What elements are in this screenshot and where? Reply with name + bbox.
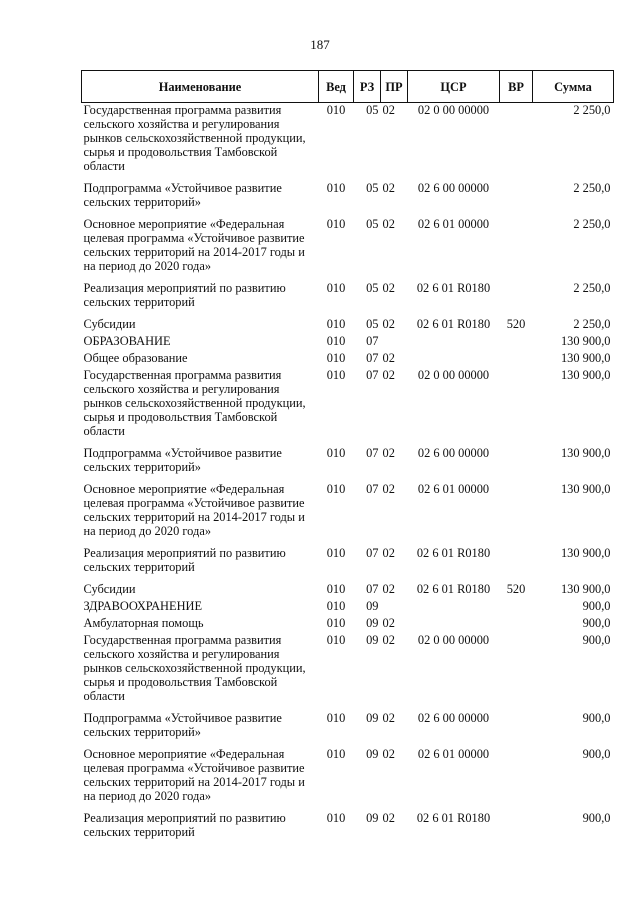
cell-vr xyxy=(500,368,533,446)
cell-csr xyxy=(408,351,500,368)
cell-pr: 02 xyxy=(382,281,395,295)
cell-ved: 010 xyxy=(326,317,346,331)
cell-sum: 900,0 xyxy=(582,599,611,613)
cell-vr xyxy=(500,616,533,633)
cell-csr: 02 6 00 00000 xyxy=(417,446,490,460)
cell-name: Основное мероприятие «Федеральная целевая программа «Устойчивое развитие сельских территорий на 2014-2017 годы и на период до 2020 года» xyxy=(83,482,305,538)
cell-csr: 02 6 01 R0180 xyxy=(416,582,491,596)
cell-name: ОБРАЗОВАНИЕ xyxy=(83,334,171,348)
cell-csr: 02 6 01 R0180 xyxy=(416,317,491,331)
cell-ved: 010 xyxy=(326,368,346,382)
cell-csr: 02 6 00 00000 xyxy=(417,711,490,725)
cell-ved: 010 xyxy=(326,711,346,725)
cell-vr xyxy=(500,217,533,281)
cell-rz: 07 xyxy=(366,482,379,496)
cell-ved: 010 xyxy=(326,616,346,630)
cell-vr xyxy=(500,633,533,711)
cell-sum: 130 900,0 xyxy=(560,546,611,560)
header-csr: ЦСР xyxy=(408,71,500,103)
cell-ved: 010 xyxy=(326,103,346,117)
cell-vr xyxy=(500,446,533,482)
cell-pr xyxy=(381,334,408,351)
cell-ved: 010 xyxy=(326,334,346,348)
cell-name: Подпрограмма «Устойчивое развитие сельских территорий» xyxy=(83,181,282,209)
cell-vr xyxy=(500,811,533,842)
cell-sum: 130 900,0 xyxy=(560,582,611,596)
cell-name: Подпрограмма «Устойчивое развитие сельских территорий» xyxy=(83,711,282,739)
table-row xyxy=(82,546,614,582)
table-row xyxy=(82,217,614,281)
table-row xyxy=(82,616,614,633)
cell-rz: 07 xyxy=(366,351,379,365)
budget-table xyxy=(81,70,614,842)
cell-name: Основное мероприятие «Федеральная целевая программа «Устойчивое развитие сельских территорий на 2014-2017 годы и на период до 2020 года» xyxy=(83,217,305,273)
cell-csr: 02 6 00 00000 xyxy=(417,181,490,195)
cell-rz: 05 xyxy=(366,217,379,231)
cell-rz: 05 xyxy=(366,317,379,331)
cell-ved: 010 xyxy=(326,747,346,761)
cell-rz: 05 xyxy=(366,181,379,195)
table-row xyxy=(82,368,614,446)
cell-sum: 130 900,0 xyxy=(560,482,611,496)
cell-pr: 02 xyxy=(382,811,395,825)
cell-csr: 02 6 01 R0180 xyxy=(416,546,491,560)
cell-pr: 02 xyxy=(382,446,395,460)
cell-vr: 520 xyxy=(506,582,526,596)
cell-name: ЗДРАВООХРАНЕНИЕ xyxy=(83,599,203,613)
cell-name: Государственная программа развития сельского хозяйства и регулирования рынков сельскохозяйственной продукции, сырья и продовольствия Тамбовской области xyxy=(83,368,306,438)
cell-rz: 07 xyxy=(366,334,379,348)
cell-pr: 02 xyxy=(382,317,395,331)
header-vr: ВР xyxy=(500,71,533,103)
table-row xyxy=(82,317,614,334)
cell-pr: 02 xyxy=(382,582,395,596)
page-number: 187 xyxy=(310,37,330,52)
cell-csr xyxy=(408,334,500,351)
cell-ved: 010 xyxy=(326,482,346,496)
header-name: Наименование xyxy=(82,71,319,103)
cell-vr xyxy=(500,281,533,317)
cell-pr: 02 xyxy=(382,351,395,365)
header-ved: Вед xyxy=(319,71,354,103)
cell-csr: 02 0 00 00000 xyxy=(417,103,490,117)
cell-csr: 02 0 00 00000 xyxy=(417,368,490,382)
cell-csr: 02 6 01 00000 xyxy=(417,217,490,231)
cell-vr xyxy=(500,482,533,546)
cell-ved: 010 xyxy=(326,811,346,825)
table-row xyxy=(82,582,614,599)
table-row xyxy=(82,811,614,842)
cell-name: Реализация мероприятий по развитию сельских территорий xyxy=(83,546,286,574)
cell-sum: 2 250,0 xyxy=(573,217,611,231)
cell-sum: 130 900,0 xyxy=(560,368,611,382)
cell-name: Субсидии xyxy=(83,582,136,596)
cell-rz: 07 xyxy=(366,582,379,596)
cell-pr: 02 xyxy=(382,217,395,231)
cell-sum: 900,0 xyxy=(582,811,611,825)
cell-sum: 2 250,0 xyxy=(573,317,611,331)
cell-csr xyxy=(408,599,500,616)
cell-name: Государственная программа развития сельского хозяйства и регулирования рынков сельскохозяйственной продукции, сырья и продовольствия Тамбовской области xyxy=(83,103,306,173)
cell-ved: 010 xyxy=(326,446,346,460)
table-row xyxy=(82,181,614,217)
table-row xyxy=(82,747,614,811)
table-row xyxy=(82,482,614,546)
table-row xyxy=(82,599,614,616)
cell-ved: 010 xyxy=(326,281,346,295)
cell-name: Амбулаторная помощь xyxy=(83,616,204,630)
cell-vr xyxy=(500,546,533,582)
cell-vr xyxy=(500,599,533,616)
cell-pr xyxy=(381,599,408,616)
cell-name: Реализация мероприятий по развитию сельских территорий xyxy=(83,281,286,309)
cell-sum: 130 900,0 xyxy=(560,351,611,365)
cell-sum: 900,0 xyxy=(582,747,611,761)
header-sum: Сумма xyxy=(533,71,614,103)
cell-vr xyxy=(500,103,533,182)
cell-pr: 02 xyxy=(382,616,395,630)
cell-vr xyxy=(500,711,533,747)
cell-csr: 02 6 01 00000 xyxy=(417,747,490,761)
cell-sum: 2 250,0 xyxy=(573,281,611,295)
cell-vr xyxy=(500,747,533,811)
cell-vr xyxy=(500,334,533,351)
cell-name: Основное мероприятие «Федеральная целевая программа «Устойчивое развитие сельских территорий на 2014-2017 годы и на период до 2020 года» xyxy=(83,747,305,803)
cell-pr: 02 xyxy=(382,103,395,117)
cell-sum: 900,0 xyxy=(582,633,611,647)
table-row xyxy=(82,351,614,368)
cell-sum: 130 900,0 xyxy=(560,446,611,460)
cell-pr: 02 xyxy=(382,747,395,761)
cell-pr: 02 xyxy=(382,181,395,195)
cell-rz: 09 xyxy=(366,633,379,647)
table-row xyxy=(82,281,614,317)
header-rz: РЗ xyxy=(354,71,381,103)
cell-rz: 07 xyxy=(366,368,379,382)
table-header-row xyxy=(82,71,614,103)
cell-ved: 010 xyxy=(326,546,346,560)
cell-ved: 010 xyxy=(326,599,346,613)
cell-pr: 02 xyxy=(382,546,395,560)
cell-sum: 900,0 xyxy=(582,616,611,630)
cell-vr xyxy=(500,181,533,217)
cell-pr: 02 xyxy=(382,482,395,496)
cell-ved: 010 xyxy=(326,181,346,195)
cell-vr: 520 xyxy=(506,317,526,331)
cell-csr: 02 6 01 00000 xyxy=(417,482,490,496)
cell-pr: 02 xyxy=(382,368,395,382)
cell-rz: 09 xyxy=(366,616,379,630)
cell-rz: 09 xyxy=(366,811,379,825)
table-row xyxy=(82,446,614,482)
cell-name: Общее образование xyxy=(83,351,188,365)
cell-rz: 07 xyxy=(366,446,379,460)
cell-rz: 05 xyxy=(366,281,379,295)
cell-csr xyxy=(408,616,500,633)
cell-name: Реализация мероприятий по развитию сельских территорий xyxy=(83,811,286,839)
cell-csr: 02 6 01 R0180 xyxy=(416,811,491,825)
cell-ved: 010 xyxy=(326,217,346,231)
table-row xyxy=(82,633,614,711)
cell-pr: 02 xyxy=(382,711,395,725)
cell-ved: 010 xyxy=(326,351,346,365)
cell-name: Подпрограмма «Устойчивое развитие сельских территорий» xyxy=(83,446,282,474)
cell-sum: 2 250,0 xyxy=(573,181,611,195)
cell-vr xyxy=(500,351,533,368)
cell-name: Субсидии xyxy=(83,317,136,331)
cell-sum: 130 900,0 xyxy=(560,334,611,348)
header-pr: ПР xyxy=(381,71,408,103)
cell-ved: 010 xyxy=(326,633,346,647)
table-row xyxy=(82,103,614,182)
cell-rz: 09 xyxy=(366,711,379,725)
cell-sum: 2 250,0 xyxy=(573,103,611,117)
cell-rz: 07 xyxy=(366,546,379,560)
table-row xyxy=(82,334,614,351)
cell-ved: 010 xyxy=(326,582,346,596)
table-row xyxy=(82,711,614,747)
cell-csr: 02 6 01 R0180 xyxy=(416,281,491,295)
cell-rz: 09 xyxy=(366,599,379,613)
cell-rz: 09 xyxy=(366,747,379,761)
cell-rz: 05 xyxy=(366,103,379,117)
cell-pr: 02 xyxy=(382,633,395,647)
cell-name: Государственная программа развития сельского хозяйства и регулирования рынков сельскохозяйственной продукции, сырья и продовольствия Тамбовской области xyxy=(83,633,306,703)
cell-csr: 02 0 00 00000 xyxy=(417,633,490,647)
cell-sum: 900,0 xyxy=(582,711,611,725)
